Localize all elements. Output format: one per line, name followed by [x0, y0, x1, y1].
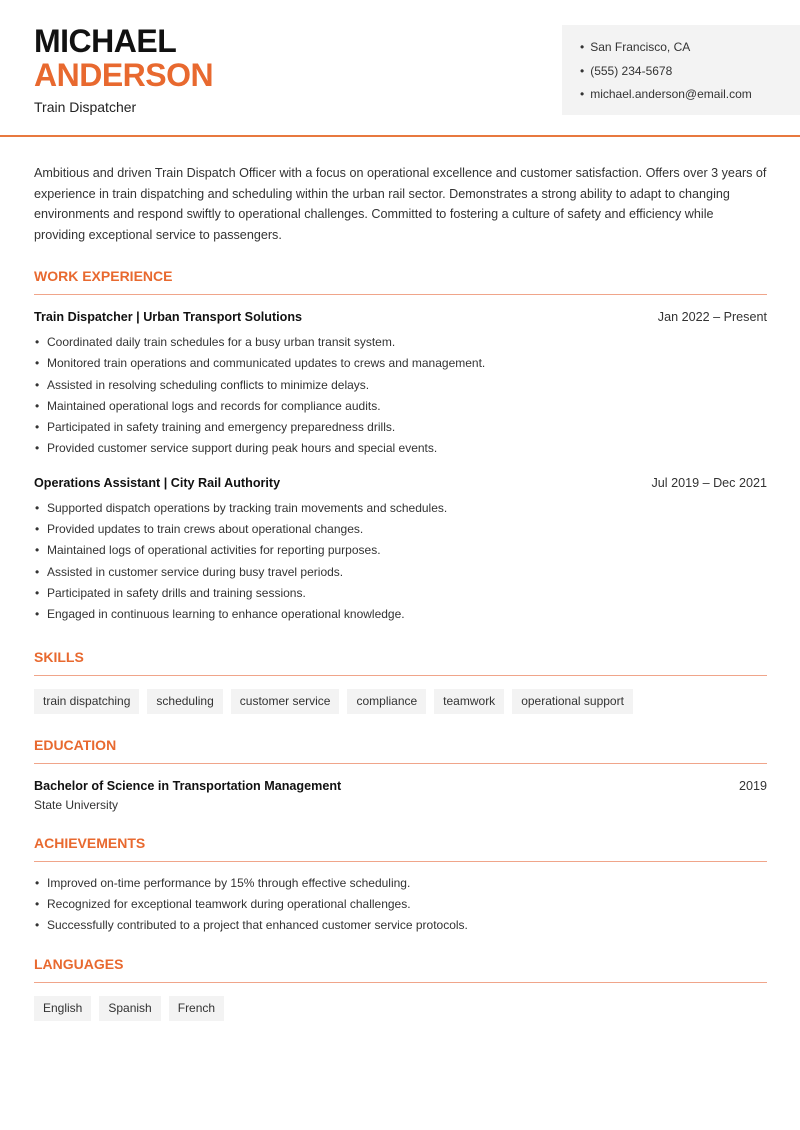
list-item: • Maintained logs of operational activities for reporting purposes. — [34, 540, 767, 561]
list-item: • Assisted in customer service during busy travel periods. — [34, 562, 767, 583]
job-bullets — [34, 332, 767, 460]
job-header — [34, 474, 767, 492]
languages-list — [34, 996, 767, 1021]
contact-box — [562, 25, 800, 115]
section-heading-skills: SKILLS — [34, 648, 767, 676]
language-chip: French — [169, 996, 224, 1021]
list-item: • Provided customer service support during peak hours and special events. — [34, 438, 767, 459]
resume-body — [0, 163, 800, 1021]
list-item: • Provided updates to train crews about operational changes. — [34, 519, 767, 540]
list-item: • Assisted in resolving scheduling conflicts to minimize delays. — [34, 375, 767, 396]
degree: Bachelor of Science in Transportation Management — [34, 778, 342, 793]
section-heading-education: EDUCATION — [34, 736, 767, 764]
work-experience — [34, 308, 767, 626]
list-item: • Improved on-time performance by 15% through effective scheduling. — [34, 873, 767, 894]
first-name: MICHAEL — [34, 23, 177, 59]
section-heading-languages: LANGUAGES — [34, 955, 767, 983]
contact-email: • michael.anderson@email.com — [580, 84, 800, 108]
school: State University — [34, 797, 119, 812]
job-role: Train Dispatcher | Urban Transport Solutions — [34, 310, 303, 324]
job-title: Train Dispatcher — [34, 99, 137, 115]
section-heading-work: WORK EXPERIENCE — [34, 267, 767, 295]
skill-chip: train dispatching — [34, 689, 139, 714]
list-item: • Successfully contributed to a project that enhanced customer service protocols. — [34, 915, 767, 936]
education-entry — [34, 777, 767, 795]
job-dates: Jan 2022 – Present — [657, 310, 767, 324]
skill-chip: teamwork — [434, 689, 504, 714]
section-heading-achievements: ACHIEVEMENTS — [34, 834, 767, 862]
job-dates: Jul 2019 – Dec 2021 — [651, 475, 767, 490]
list-item: • Maintained operational logs and records for compliance audits. — [34, 396, 767, 417]
list-item: • Supported dispatch operations by tracking train movements and schedules. — [34, 498, 767, 519]
job-role: Operations Assistant | City Rail Authority — [34, 475, 281, 490]
resume-header — [0, 0, 800, 137]
list-item: • Monitored train operations and communicated updates to crews and management. — [34, 353, 767, 374]
summary: Ambitious and driven Train Dispatch Officer with a focus on operational excellence and customer satisfaction. Offers over 3 years of experience in train dispatching and scheduling within the urban rail sector. Demonstrates a strong ability to adapt to changing environments and respond swiftly to operational challenges. Committed to fostering a culture of safety and efficiency while providing exceptional service to passengers. — [34, 166, 767, 242]
language-chip: Spanish — [99, 996, 160, 1021]
contact-location: • San Francisco, CA — [580, 37, 800, 61]
list-item: • Engaged in continuous learning to enhance operational knowledge. — [34, 604, 767, 625]
list-item: • Participated in safety drills and training sessions. — [34, 583, 767, 604]
list-item: • Coordinated daily train schedules for a busy urban transit system. — [34, 332, 767, 353]
list-item: • Participated in safety training and emergency preparedness drills. — [34, 417, 767, 438]
skill-chip: compliance — [347, 689, 426, 714]
skills-list — [34, 689, 767, 714]
skill-chip: customer service — [231, 689, 340, 714]
achievements-list — [34, 873, 767, 937]
skill-chip: scheduling — [147, 689, 222, 714]
language-chip: English — [34, 996, 91, 1021]
list-item: • Recognized for exceptional teamwork during operational challenges. — [34, 894, 767, 915]
job-bullets — [34, 498, 767, 626]
contact-phone: • (555) 234-5678 — [580, 61, 800, 85]
skill-chip: operational support — [512, 689, 633, 714]
graduation-year: 2019 — [738, 778, 767, 793]
job-header — [34, 308, 767, 326]
last-name: ANDERSON — [34, 57, 214, 93]
